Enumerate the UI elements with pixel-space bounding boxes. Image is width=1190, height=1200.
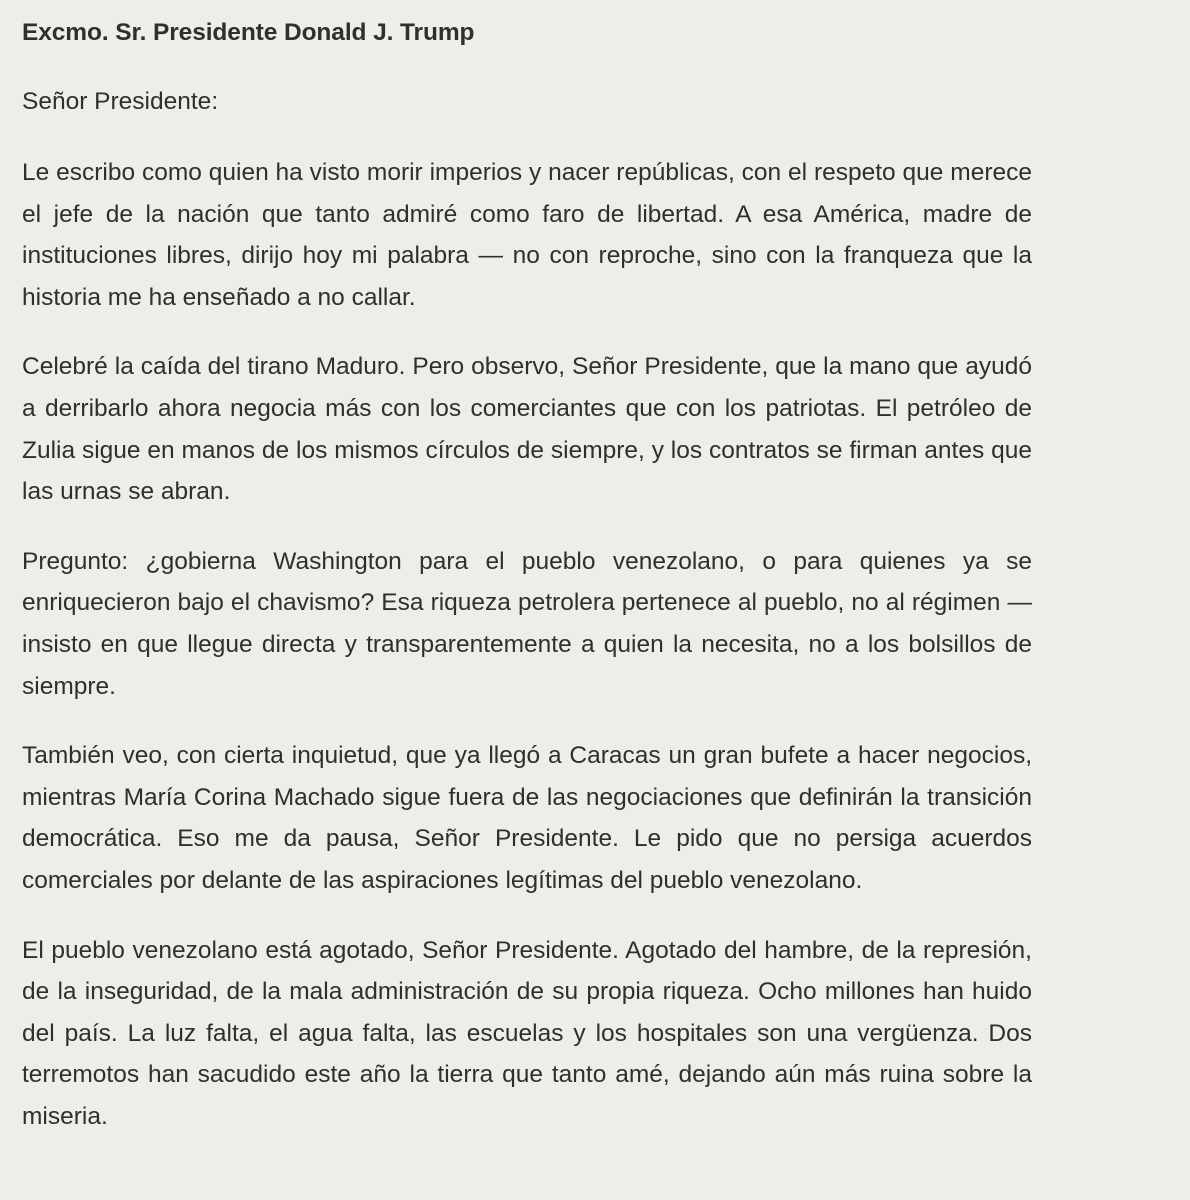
paragraph-5: El pueblo venezolano está agotado, Señor Presidente. Agotado del hambre, de la represión, de la inseguridad, de la mala administración de su propia riqueza. Ocho millones han huido del país. La luz falta, el agua falta, las escuelas y los hospitales son una vergüenza. Dos terremotos han sacudido este año la tierra que tanto amé, dejando aún más ruina sobre la miseria. [22, 936, 1032, 1130]
paragraph-3: Pregunto: ¿gobierna Washington para el pueblo venezolano, o para quienes ya se enriquecieron bajo el chavismo? Esa riqueza petrolera pertenece al pueblo, no al régimen — insisto en que llegue directa y transparentemente a quien la necesita, no a los bolsillos de siempre. [22, 547, 1032, 700]
greeting-line: Señor Presidente: [22, 88, 219, 115]
letter-body [22, 14, 1032, 1165]
paragraph-4: También veo, con cierta inquietud, que ya llegó a Caracas un gran bufete a hacer negocios, mientras María Corina Machado sigue fuera de las negociaciones que definirán la transición democrática. Eso me da pausa, Señor Presidente. Le pido que no persiga acuerdos comerciales por delante de las aspiraciones legítimas del pueblo venezolano. [22, 742, 1032, 894]
paragraph-2: Celebré la caída del tirano Maduro. Pero observo, Señor Presidente, que la mano que ayudó a derribarlo ahora negocia más con los comerciantes que con los patriotas. El petróleo de Zulia sigue en manos de los mismos círculos de siempre, y los contratos se firman antes que las urnas se abran. [22, 353, 1032, 506]
paragraph-1: Le escribo como quien ha visto morir imperios y nacer repúblicas, con el respeto que merece el jefe de la nación que tanto admiré como faro de libertad. A esa América, madre de instituciones libres, dirijo hoy mi palabra — no con reproche, sino con la franqueza que la historia me ha enseñado a no callar. [22, 159, 1032, 311]
addressee-line: Excmo. Sr. Presidente Donald J. Trump [22, 19, 475, 46]
